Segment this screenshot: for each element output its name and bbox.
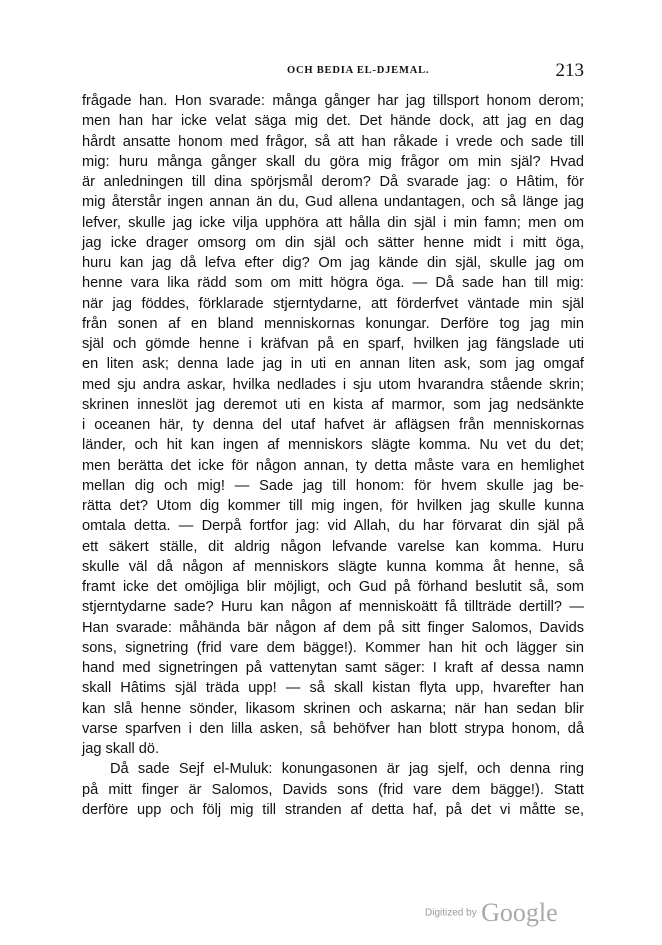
running-title: OCH BEDIA EL-DJEMAL. (287, 65, 430, 76)
text-line: huru kan jag då lefva efter dig? Om jag kände din själ, skulle jag om (82, 255, 584, 271)
body-text (82, 91, 584, 820)
text-line: länder, och hit kan ingen af menniskors slägte komma. Nu vet du det; (82, 437, 584, 454)
text-line: hand med signetringen på vattenytan samt säger: I kraft af dessa namn (82, 660, 584, 676)
text-line: derföre upp och följ mig till stranden af detta haf, på det vi måtte se, (82, 801, 584, 818)
text-line: när jag föddes, förklarade stjerntydarne, att förderfvet väntade min själ (82, 295, 584, 312)
text-line: omtala detta. — Derpå fortfor jag: vid Allah, du har förvarat din själ på (82, 518, 584, 535)
page-header (82, 62, 584, 82)
text-line: framt icke det omöjliga blir möjligt, och Gud på förhand beslutit så, som (82, 579, 584, 595)
text-line: skall Hâtims själ träda upp! — så skall kistan flyta upp, hvarefter han (82, 680, 584, 697)
text-line: Då sade Sejf el-Muluk: konungasonen är jag sjelf, och denna ring (110, 761, 584, 778)
text-line: på mitt finger är Salomos, Davids sons (frid vare dem bägge!). Statt (82, 781, 584, 798)
text-line: mig återstår ingen annan än du, Gud allena undantagen, och så länge jag (82, 194, 584, 211)
text-line: ett säkert ställe, dit aldrig någon lefvande varelse kan komma. Huru (82, 538, 584, 555)
text-line: Han svarade: måhända bär någon af dem på sitt finger Salomos, Davids (82, 619, 584, 636)
text-line: kan slå henne sönder, likasom skrinen och askarna; när han sedan blir (82, 700, 584, 717)
text-line: lefver, skulle jag icke vilja upphöra att hålla din själ i min famn; men om (82, 214, 584, 231)
text-line: varse sparfven i den lilla asken, så behöfver han blott strypa honom, då (82, 720, 584, 737)
text-line: med sju andra askar, hvilka nedlades i sju utom hvarandra stående skrin; (82, 376, 584, 393)
text-line: från sonen af en bland menniskornas konungar. Derföre tog jag min (82, 315, 584, 332)
text-line: i oceanen här, ty denna del utaf hafvet är aflägsen från menniskornas (82, 417, 584, 433)
text-line: mellan dig och mig! — Sade jag till honom: för hvem skulle jag be- (82, 477, 584, 494)
text-line: skrinen inneslöt jag deremot uti en kista af marmor, som jag nedsänkte (82, 396, 584, 413)
text-line: sons, signetring (frid vare dem bägge!). Kommer han hit och lägger sin (82, 639, 584, 656)
text-line: frågade han. Hon svarade: många gånger har jag tillsport honom derom; (82, 93, 584, 109)
text-line: henne vara lika rädd som om mitt högra öga. — Då sade han till mig: (82, 275, 584, 292)
text-line: är anledningen till dina spörjsmål derom? Då svarade jag: o Hâtim, för (82, 174, 584, 190)
text-line: mig: huru många gånger skall du göra mig frågor om min själ? Hvad (82, 153, 584, 170)
text-line: hårdt ansatte honom med frågor, så att han råkade i vrede och sade till (82, 133, 584, 150)
digitized-by-google-watermark (425, 898, 558, 928)
text-line: jag skall dö. (82, 741, 160, 757)
text-line: men berätta det icke för någon annan, ty detta måste vara en hemlighet (82, 457, 584, 474)
text-line: stjerntydarne sade? Huru kan någon af menniskoätt få tillträde dertill? — (82, 599, 584, 616)
text-line: en liten ask; denna lade jag in uti en annan liten ask, som jag omgaf (82, 356, 584, 373)
text-line: skulle väl då någon af menniskors slägte kunna komma åt henne, så (82, 558, 584, 575)
watermark-prefix: Digitized by (425, 907, 477, 919)
page-number: 213 (555, 60, 584, 81)
text-line: men han har icke velat säga mig det. Det hände dock, att jag en dag (82, 113, 584, 130)
text-line: rätta det? Utom dig kommer till mig ingen, för hvilken jag skulle kunna (82, 498, 584, 514)
text-line: själ och gömde henne i kräfvan på en sparf, hvilken jag fängslade uti (82, 336, 584, 352)
text-line: jag icke drager omsorg om din själ och sätter henne midt i mitt öga, (82, 234, 584, 251)
google-logo: Google (481, 898, 558, 927)
